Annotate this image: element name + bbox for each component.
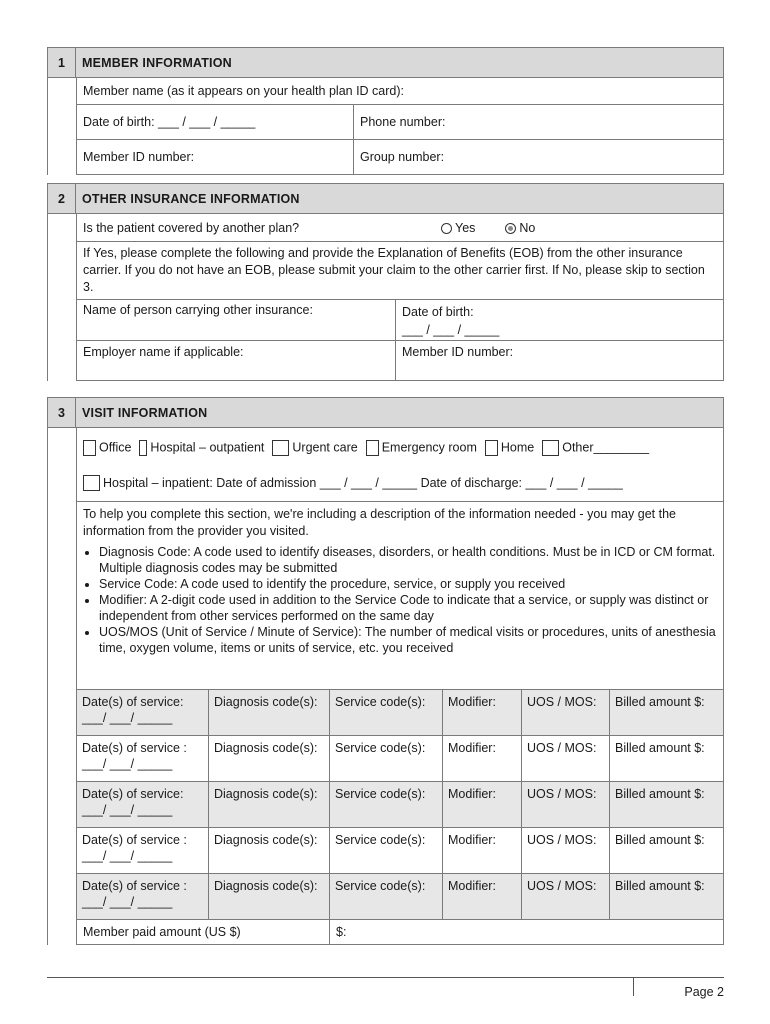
section-number: 2 — [48, 184, 76, 213]
service-dates-blank: ___/ ___/ _____ — [82, 757, 173, 771]
visit-intro: To help you complete this section, we're including a description of the information needed - you may get the information from the provider you visited. — [83, 507, 677, 538]
diagnosis-code-field[interactable]: Diagnosis code(s): — [208, 782, 329, 827]
phone-field[interactable]: Phone number: — [353, 105, 723, 139]
carrier-dob-field[interactable] — [395, 300, 723, 340]
service-dates-label: Date(s) of service : — [82, 879, 187, 893]
radio-circle-icon — [505, 223, 516, 234]
no-label: No — [519, 220, 536, 235]
diagnosis-code-field[interactable]: Diagnosis code(s): — [208, 736, 329, 781]
service-code-field[interactable]: Service code(s): — [329, 782, 442, 827]
section-visit-information — [47, 397, 724, 945]
hospital-inpatient-label: Hospital – inpatient: Date of admission ___ / ___ / _____ Date of discharge: ___ / ___ / _____ — [103, 476, 623, 490]
list-item: • UOS/MOS (Unit of Service / Minute of Service): The number of medical visits or procedures, units of anesthesia time, oxygen volume, items or units of service, etc. you received — [99, 624, 717, 656]
service-dates-label: Date(s) of service: — [82, 695, 184, 709]
emergency-room-label: Emergency room — [381, 440, 477, 455]
yes-radio[interactable] — [441, 221, 475, 235]
carrier-dob-label: Date of birth: — [402, 305, 474, 319]
other-plan-question: Is the patient covered by another plan? — [83, 220, 300, 235]
employer-field[interactable]: Employer name if applicable: — [83, 345, 244, 359]
billed-amount-field[interactable]: Billed amount $: — [609, 782, 723, 827]
service-dates-blank: ___/ ___/ _____ — [82, 711, 173, 725]
service-code-field[interactable]: Service code(s): — [329, 736, 442, 781]
service-code-field[interactable]: Service code(s): — [329, 690, 442, 735]
hospital-outpatient-label: Hospital – outpatient — [150, 440, 265, 455]
member-paid-field[interactable]: $: — [329, 920, 723, 944]
checkbox-icon — [485, 440, 498, 456]
section-header — [48, 48, 723, 78]
emergency-room-checkbox[interactable] — [366, 440, 477, 456]
member-name-field[interactable]: Member name (as it appears on your health plan ID card): — [83, 84, 404, 98]
uos-field[interactable]: UOS / MOS: — [521, 828, 609, 873]
uos-field[interactable]: UOS / MOS: — [521, 874, 609, 919]
modifier-field[interactable]: Modifier: — [442, 690, 521, 735]
service-row[interactable] — [76, 782, 723, 828]
service-row[interactable] — [76, 874, 723, 920]
home-checkbox[interactable] — [485, 440, 534, 456]
service-code-field[interactable]: Service code(s): — [329, 874, 442, 919]
service-row[interactable] — [76, 828, 723, 874]
service-row[interactable] — [76, 690, 723, 736]
billed-amount-field[interactable]: Billed amount $: — [609, 690, 723, 735]
footer-tick — [633, 978, 634, 996]
radio-circle-icon — [441, 223, 452, 234]
office-label: Office — [99, 440, 132, 455]
carrier-name-field[interactable]: Name of person carrying other insurance: — [83, 303, 313, 317]
group-field[interactable]: Group number: — [353, 140, 723, 174]
billed-amount-field[interactable]: Billed amount $: — [609, 874, 723, 919]
service-dates-label: Date(s) of service : — [82, 833, 187, 847]
modifier-field[interactable]: Modifier: — [442, 782, 521, 827]
section-number: 1 — [48, 48, 76, 77]
footer-rule — [47, 977, 724, 978]
hospital-inpatient-checkbox[interactable] — [77, 468, 723, 498]
service-code-field[interactable]: Service code(s): — [329, 828, 442, 873]
modifier-field[interactable]: Modifier: — [442, 828, 521, 873]
checkbox-icon — [139, 440, 147, 456]
checkbox-icon — [366, 440, 379, 456]
service-dates-blank: ___/ ___/ _____ — [82, 895, 173, 909]
billed-amount-field[interactable]: Billed amount $: — [609, 736, 723, 781]
modifier-field[interactable]: Modifier: — [442, 874, 521, 919]
page-number: Page 2 — [684, 985, 724, 999]
list-item: • Service Code: A code used to identify the procedure, service, or supply you received — [99, 576, 717, 592]
checkbox-icon — [83, 440, 96, 456]
member-id-field[interactable]: Member ID number: — [83, 150, 195, 164]
uos-field[interactable]: UOS / MOS: — [521, 782, 609, 827]
hospital-outpatient-checkbox[interactable] — [139, 440, 264, 456]
definition-list — [77, 544, 723, 656]
visit-type-options — [77, 428, 723, 468]
dob-field[interactable]: Date of birth: ___ / ___ / _____ — [83, 115, 256, 129]
uos-field[interactable]: UOS / MOS: — [521, 690, 609, 735]
carrier-dob-blank: ___ / ___ / _____ — [402, 323, 500, 337]
other-checkbox[interactable] — [542, 440, 649, 456]
list-item: • Diagnosis Code: A code used to identify diseases, disorders, or health conditions. Must be in ICD or CM format. Multiple diagnosis codes may be submitted — [99, 544, 717, 576]
diagnosis-code-field[interactable]: Diagnosis code(s): — [208, 828, 329, 873]
section-number: 3 — [48, 398, 76, 427]
service-dates-label: Date(s) of service: — [82, 787, 184, 801]
home-label: Home — [500, 440, 535, 455]
other-insurance-instructions: If Yes, please complete the following and provide the Explanation of Benefits (EOB) from the other insurance carrier. If you do not have an EOB, please submit your claim to the other carrier first. If No, please skip to section 3. — [83, 246, 705, 294]
section-header — [48, 184, 723, 214]
section-title: MEMBER INFORMATION — [82, 55, 232, 70]
billed-amount-field[interactable]: Billed amount $: — [609, 828, 723, 873]
service-row[interactable] — [76, 736, 723, 782]
checkbox-icon — [542, 440, 559, 456]
section-member-information — [47, 47, 724, 175]
section-other-insurance — [47, 183, 724, 381]
list-item: • Modifier: A 2-digit code used in addition to the Service Code to indicate that a service, or supply was distinct or independent from other services performed on the same day — [99, 592, 717, 624]
other-label: Other________ — [562, 440, 650, 455]
diagnosis-code-field[interactable]: Diagnosis code(s): — [208, 874, 329, 919]
uos-field[interactable]: UOS / MOS: — [521, 736, 609, 781]
office-checkbox[interactable] — [83, 440, 131, 456]
modifier-field[interactable]: Modifier: — [442, 736, 521, 781]
section-header — [48, 398, 723, 428]
member-paid-label: Member paid amount (US $) — [83, 925, 241, 939]
urgent-care-label: Urgent care — [292, 440, 358, 455]
service-dates-blank: ___/ ___/ _____ — [82, 849, 173, 863]
service-dates-label: Date(s) of service : — [82, 741, 187, 755]
service-dates-blank: ___/ ___/ _____ — [82, 803, 173, 817]
yes-label: Yes — [455, 220, 476, 235]
urgent-care-checkbox[interactable] — [272, 440, 357, 456]
section-title: OTHER INSURANCE INFORMATION — [82, 191, 300, 206]
diagnosis-code-field[interactable]: Diagnosis code(s): — [208, 690, 329, 735]
section-title: VISIT INFORMATION — [82, 405, 208, 420]
no-radio[interactable] — [505, 221, 535, 235]
checkbox-icon — [272, 440, 289, 456]
checkbox-icon — [83, 475, 100, 491]
carrier-member-id-field[interactable]: Member ID number: — [395, 341, 723, 380]
